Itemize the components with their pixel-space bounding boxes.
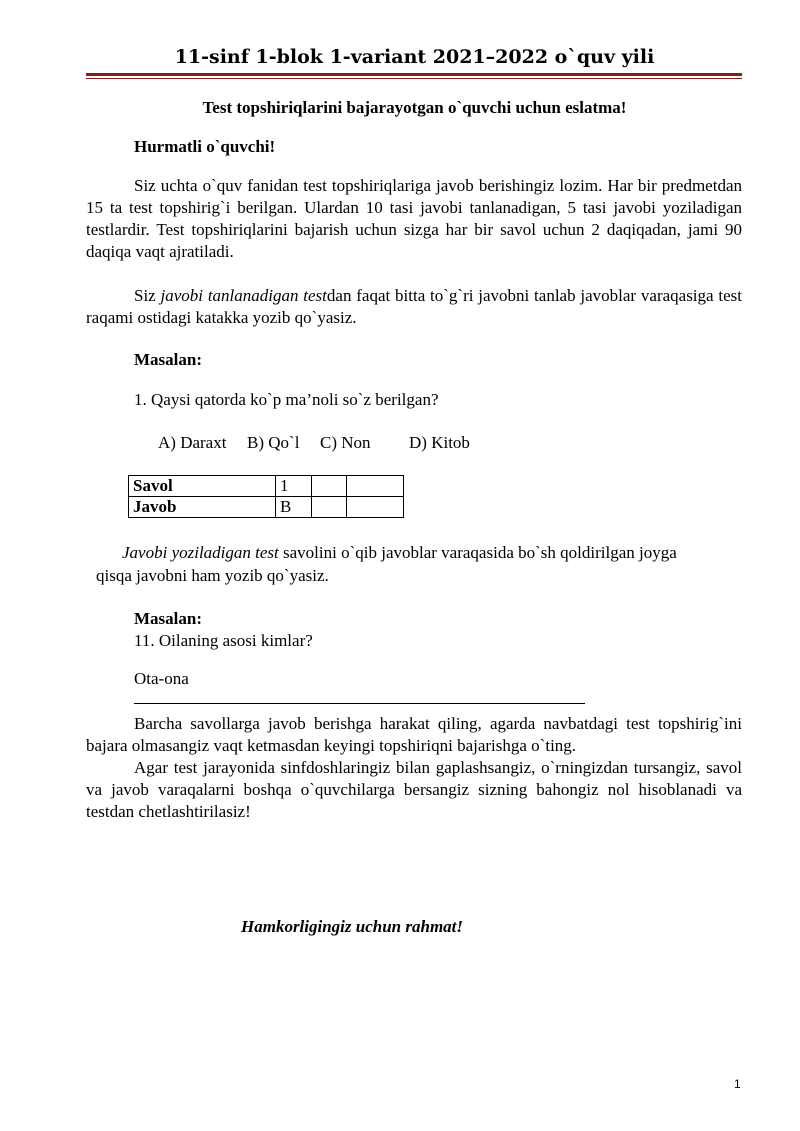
table-cell (347, 476, 404, 497)
intro-paragraph: Siz uchta o`quv fanidan test topshiriqlariga javob berishingiz lozim. Har bir predmetdan 15 ta test topshirig`i berilgan. Ulardan 10 tasi javobi tanlanadigan, 5 tasi javobi yoziladigan testlardir. Test topshiriqlarini bajarish uchun sizga har bir savol uchun 2 daqiqadan, jami 90 daqiqa vaqt ajratiladi. (86, 176, 742, 261)
example1-label: Masalan: (134, 350, 202, 369)
closing-paragraph-1: Barcha savollarga javob berishga harakat qiling, agarda navbatdagi test topshirig`ini bajara olmasangiz vaqt ketmasdan keyingi topshiriqni bajarishga o`ting. (86, 714, 742, 755)
table-cell: B (276, 497, 312, 518)
notice-heading: Test topshiriqlarini bajarayotgan o`quvchi uchun eslatma! (202, 98, 627, 117)
table-row (129, 476, 404, 497)
thanks-note: Hamkorligingiz uchun rahmat! (241, 917, 464, 936)
option-d: D) Kitob (409, 433, 470, 452)
written-rule-line2: qisqa javobni ham yozib qo`yasiz. (96, 566, 329, 585)
table-cell: 1 (276, 476, 312, 497)
option-a: A) Daraxt (158, 433, 227, 452)
example2-answer: Ota-ona (134, 669, 189, 688)
answer-table (128, 475, 404, 518)
option-b: B) Qo`l (247, 433, 300, 452)
choice-rule-prefix: Siz (134, 286, 161, 305)
written-rule-rest: savolini o`qib javoblar varaqasida bo`sh qoldirilgan joyga (278, 543, 677, 562)
choice-rule-italic: javobi tanlanadigan test (160, 286, 327, 305)
choice-rule-suffix: dan faqat bitta to`g`ri javobni tanlab javoblar varaqasiga test raqami ostidagi katakka yozib qo`yasiz. (86, 286, 742, 327)
header-rule-thick (86, 73, 742, 76)
example1-question: 1. Qaysi qatorda ko`p ma’noli so`z berilgan? (134, 390, 439, 409)
page-number: 1 (734, 1077, 741, 1091)
answer-underline (134, 703, 585, 704)
choice-rule-paragraph (86, 285, 742, 329)
option-c: C) Non (320, 433, 371, 452)
table-cell (312, 497, 347, 518)
written-rule-italic: Javobi yoziladigan test (122, 543, 279, 562)
written-rule-line1 (122, 543, 677, 563)
example2-label: Masalan: (134, 609, 202, 628)
closing-paragraph-2: Agar test jarayonida sinfdoshlaringiz bilan gaplashsangiz, o`rningizdan tursangiz, savol va javob varaqalarni boshqa o`quvchilarga bersangiz sizning bahongiz nol hisoblanadi va testdan chetlashtirilasiz! (86, 758, 742, 821)
greeting: Hurmatli o`quvchi! (134, 137, 276, 156)
row-label-javob: Javob (129, 497, 276, 518)
table-cell (347, 497, 404, 518)
page-header-title: 11-sinf 1-blok 1-variant 2021–2022 o`quv yili (174, 46, 655, 68)
row-label-savol: Savol (129, 476, 276, 497)
table-row (129, 497, 404, 518)
header-rule-thin (86, 78, 742, 79)
table-cell (312, 476, 347, 497)
example2-question: 11. Oilaning asosi kimlar? (134, 631, 313, 650)
